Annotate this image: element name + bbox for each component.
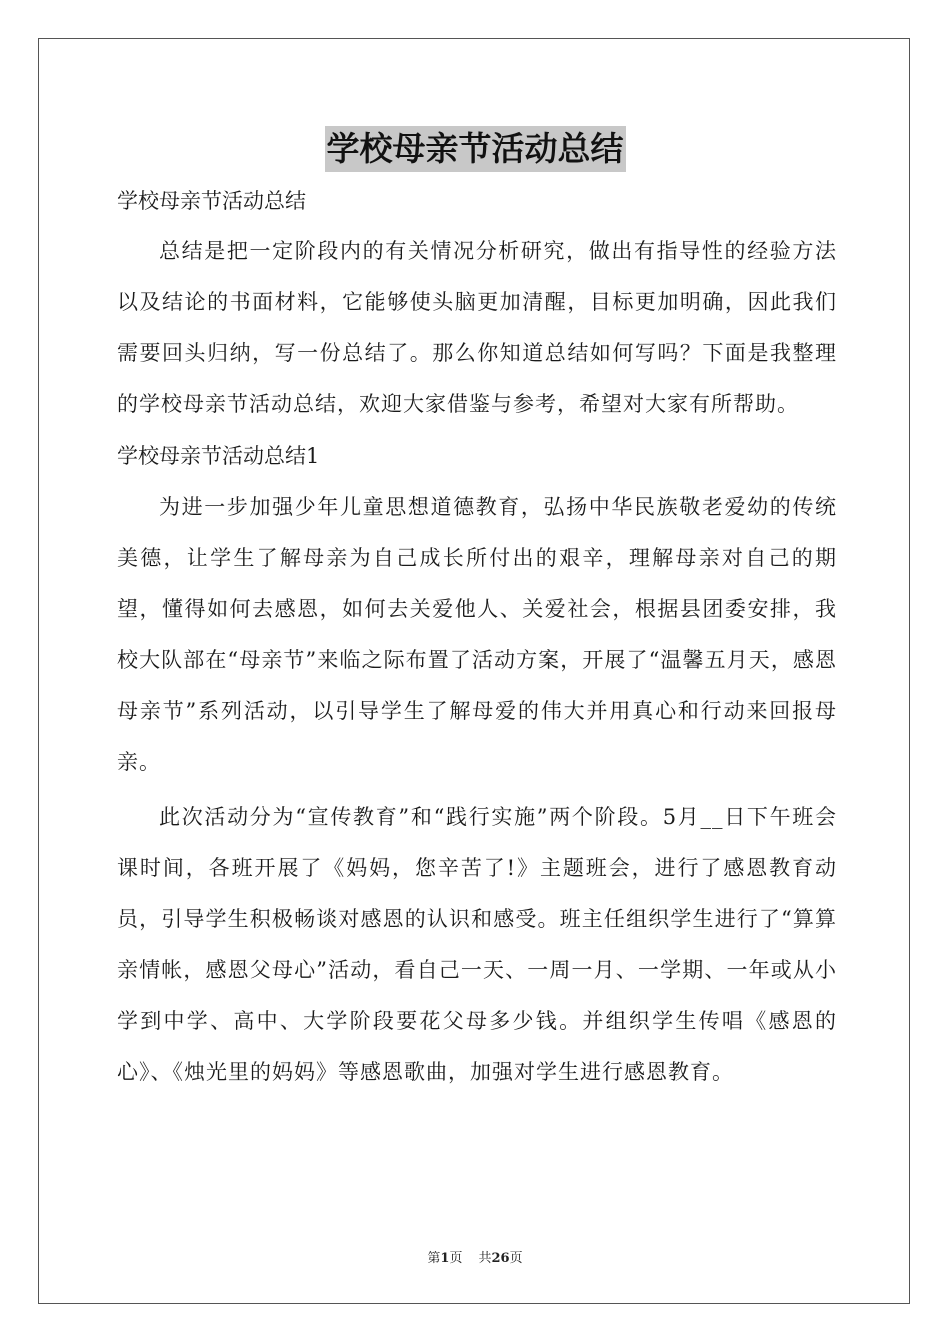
intro-paragraph: 总结是把一定阶段内的有关情况分析研究，做出有指导性的经验方法以及结论的书面材料，它能够使头脑更加清醒，目标更加明确，因此我们需要回头归纳，写一份总结了。那么你知道总结如何写吗？下面是我整理的学校母亲节活动总结，欢迎大家借鉴与参考，希望对大家有所帮助。 (117, 239, 837, 416)
section-1-paragraph-1: 为进一步加强少年儿童思想道德教育，弘扬中华民族敬老爱幼的传统美德，让学生了解母亲为自己成长所付出的艰辛，理解母亲对自己的期望，懂得如何去感恩，如何去关爱他人、关爱社会，根据县团委安排，我校大队部在“母亲节”来临之际布置了活动方案，开展了“温馨五月天，感恩母亲节”系列活动，以引导学生了解母爱的伟大并用真心和行动来回报母亲。 (117, 495, 837, 774)
title-container (0, 126, 950, 172)
section-1-paragraph-2: 此次活动分为“宣传教育”和“践行实施”两个阶段。5月__日下午班会课时间，各班开展了《妈妈，您辛苦了!》主题班会，进行了感恩教育动员，引导学生积极畅谈对感恩的认识和感受。班主任组织学生进行了“算算亲情帐，感恩父母心”活动，看自己一天、一周一月、一学期、一年或从小学到中学、高中、大学阶段要花父母多少钱。并组织学生传唱《感恩的心》、《烛光里的妈妈》等感恩歌曲，加强对学生进行感恩教育。 (117, 805, 837, 1084)
document-subtitle: 学校母亲节活动总结 (117, 189, 306, 213)
page-number-current: 1 (440, 1251, 450, 1266)
document-body (117, 178, 837, 1098)
page-total-suffix: 页 (509, 1251, 523, 1266)
page-footer (0, 1247, 950, 1266)
page-number-prefix: 第 (427, 1251, 441, 1266)
page-total-count: 26 (491, 1251, 510, 1266)
section-1-heading: 学校母亲节活动总结1 (117, 444, 320, 468)
page-total-prefix: 共 (478, 1251, 492, 1266)
page-number-suffix: 页 (449, 1251, 463, 1266)
document-title: 学校母亲节活动总结 (325, 126, 626, 172)
